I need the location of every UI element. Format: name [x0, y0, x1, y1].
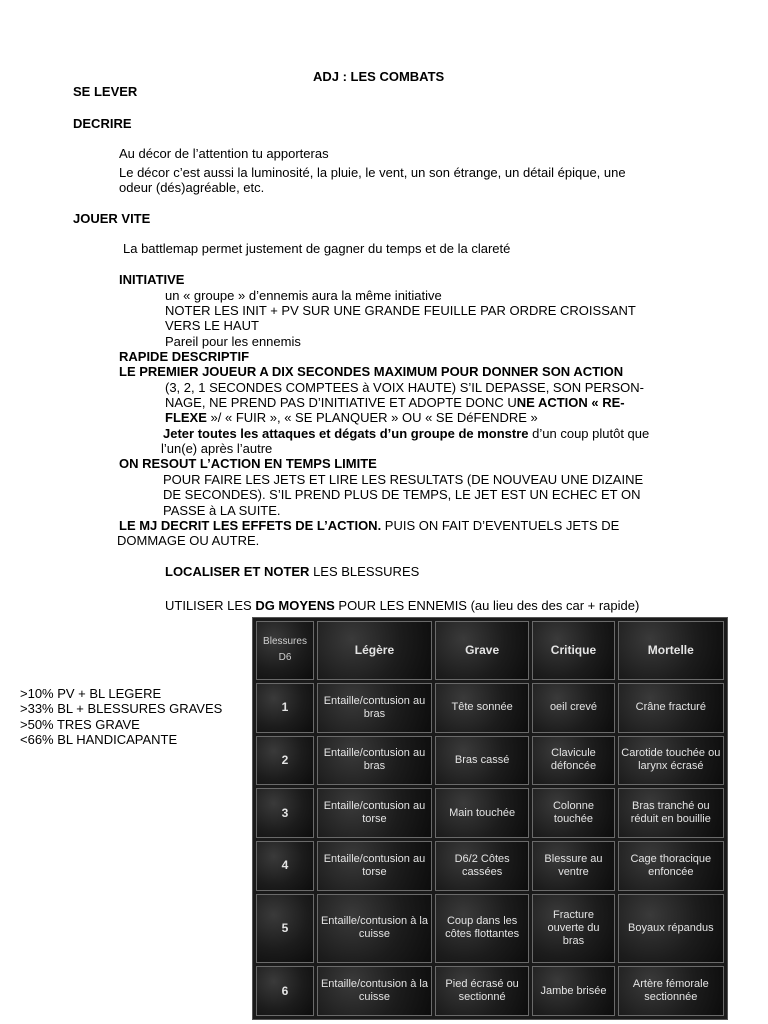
table-cell: Entaille/contusion au bras [317, 736, 432, 786]
rapide-line-2 [165, 395, 625, 410]
table-cell: Entaille/contusion au bras [317, 683, 432, 733]
table-cell: Pied écrasé ou sectionné [435, 966, 529, 1016]
row-number: 2 [256, 736, 314, 786]
heading-rapide: RAPIDE DESCRIPTIF [119, 349, 250, 364]
rapide-line-2-text: NAGE, NE PREND PAS D’INITIATIVE ET ADOPTE DONC U [165, 395, 517, 410]
header-critique: Critique [532, 621, 614, 680]
initiative-line-1: un « groupe » d’ennemis aura la même initiative [165, 288, 442, 303]
table-cell: Bras tranché ou réduit en bouillie [618, 788, 724, 838]
heading-initiative: INITIATIVE [119, 272, 185, 287]
table-row [256, 683, 724, 733]
row-number: 1 [256, 683, 314, 733]
header-legere: Légère [317, 621, 432, 680]
resout-line-2: DE SECONDES). S’IL PREND PLUS DE TEMPS, LE JET EST UN ECHEC ET ON [163, 487, 641, 502]
table-cell: Carotide touchée ou larynx écrasé [618, 736, 724, 786]
injury-table [252, 617, 728, 1020]
utiliser-line [165, 598, 639, 613]
table-cell: Blessure au ventre [532, 841, 614, 891]
page-title: ADJ : LES COMBATS [313, 69, 445, 84]
table-row [256, 894, 724, 964]
table-cell: Entaille/contusion au torse [317, 841, 432, 891]
table-row [256, 788, 724, 838]
table-cell: Entaille/contusion au torse [317, 788, 432, 838]
table-cell: Main touchée [435, 788, 529, 838]
initiative-line-4: Pareil pour les ennemis [165, 334, 301, 349]
localiser-bold: LOCALISER ET NOTER [165, 564, 310, 579]
row-number: 5 [256, 894, 314, 964]
rapide-line-3-bold: FLEXE [165, 410, 207, 425]
row-number: 6 [256, 966, 314, 1016]
table-cell: Entaille/contusion à la cuisse [317, 966, 432, 1016]
rapide-line-3 [165, 410, 538, 425]
table-cell: Fracture ouverte du bras [532, 894, 614, 964]
table-cell: Bras cassé [435, 736, 529, 786]
jeter-line [163, 426, 649, 441]
premier-joueur-line: LE PREMIER JOUEUR A DIX SECONDES MAXIMUM POUR DONNER SON ACTION [119, 364, 624, 379]
header-mortelle: Mortelle [618, 621, 724, 680]
localiser-line [165, 564, 419, 579]
threshold-3: >50% TRES GRAVE [20, 717, 140, 732]
table-cell: Boyaux répandus [618, 894, 724, 964]
heading-se-lever: SE LEVER [73, 84, 138, 99]
header-grave: Grave [435, 621, 529, 680]
initiative-line-3: VERS LE HAUT [165, 318, 259, 333]
table-cell: oeil crevé [532, 683, 614, 733]
heading-decrire: DECRIRE [73, 116, 132, 131]
table-row [256, 841, 724, 891]
decrire-line-1: Au décor de l’attention tu apporteras [119, 146, 329, 161]
mj-text: PUIS ON FAIT D’EVENTUELS JETS DE [381, 518, 620, 533]
corner-label-blessures: Blessures [263, 636, 307, 648]
mj-line [119, 518, 619, 533]
injury-table-corner [256, 621, 314, 680]
table-cell: Coup dans les côtes flottantes [435, 894, 529, 964]
heading-resout: ON RESOUT L’ACTION EN TEMPS LIMITE [119, 456, 377, 471]
rapide-line-3-text: »/ « FUIR », « SE PLANQUER » OU « SE DéFENDRE » [206, 410, 538, 425]
heading-jouer-vite: JOUER VITE [73, 211, 151, 226]
jeter-line-2: l’un(e) après l’autre [161, 441, 273, 456]
injury-table-header-row [256, 621, 724, 680]
mj-line-2: DOMMAGE OU AUTRE. [117, 533, 260, 548]
utiliser-text-1: UTILISER LES [165, 598, 256, 613]
threshold-2: >33% BL + BLESSURES GRAVES [20, 701, 223, 716]
rapide-line-2-bold: NE ACTION « RE- [516, 395, 625, 410]
utiliser-text-2: POUR LES ENNEMIS (au lieu des des car + rapide) [334, 598, 640, 613]
threshold-4: <66% BL HANDICAPANTE [20, 732, 178, 747]
resout-line-3: PASSE à LA SUITE. [163, 503, 281, 518]
injury-table-grid [253, 618, 727, 1019]
table-cell: D6/2 Côtes cassées [435, 841, 529, 891]
table-cell: Jambe brisée [532, 966, 614, 1016]
resout-line-1: POUR FAIRE LES JETS ET LIRE LES RESULTATS (DE NOUVEAU UNE DIZAINE [163, 472, 644, 487]
threshold-1: >10% PV + BL LEGERE [20, 686, 162, 701]
table-cell: Tête sonnée [435, 683, 529, 733]
table-cell: Colonne touchée [532, 788, 614, 838]
decrire-line-2: Le décor c’est aussi la luminosité, la pluie, le vent, un son étrange, un détail épique, une [119, 165, 626, 180]
battlemap-line: La battlemap permet justement de gagner du temps et de la clareté [123, 241, 511, 256]
localiser-text: LES BLESSURES [309, 564, 420, 579]
jeter-bold: Jeter toutes les attaques et dégats d’un groupe de monstre [163, 426, 529, 441]
table-cell: Crâne fracturé [618, 683, 724, 733]
rapide-line-1: (3, 2, 1 SECONDES COMPTEES à VOIX HAUTE) S’IL DEPASSE, SON PERSON- [165, 380, 644, 395]
table-cell: Clavicule défoncée [532, 736, 614, 786]
table-cell: Cage thoracique enfoncée [618, 841, 724, 891]
row-number: 3 [256, 788, 314, 838]
table-row [256, 966, 724, 1016]
utiliser-bold: DG MOYENS [255, 598, 335, 613]
mj-bold: LE MJ DECRIT LES EFFETS DE L’ACTION. [119, 518, 382, 533]
jeter-text: d’un coup plutôt que [528, 426, 650, 441]
corner-label-d6: D6 [278, 652, 292, 664]
row-number: 4 [256, 841, 314, 891]
table-row [256, 736, 724, 786]
decrire-line-3: odeur (dés)agréable, etc. [119, 180, 265, 195]
initiative-line-2: NOTER LES INIT + PV SUR UNE GRANDE FEUILLE PAR ORDRE CROISSANT [165, 303, 636, 318]
table-cell: Entaille/contusion à la cuisse [317, 894, 432, 964]
table-cell: Artère fémorale sectionnée [618, 966, 724, 1016]
